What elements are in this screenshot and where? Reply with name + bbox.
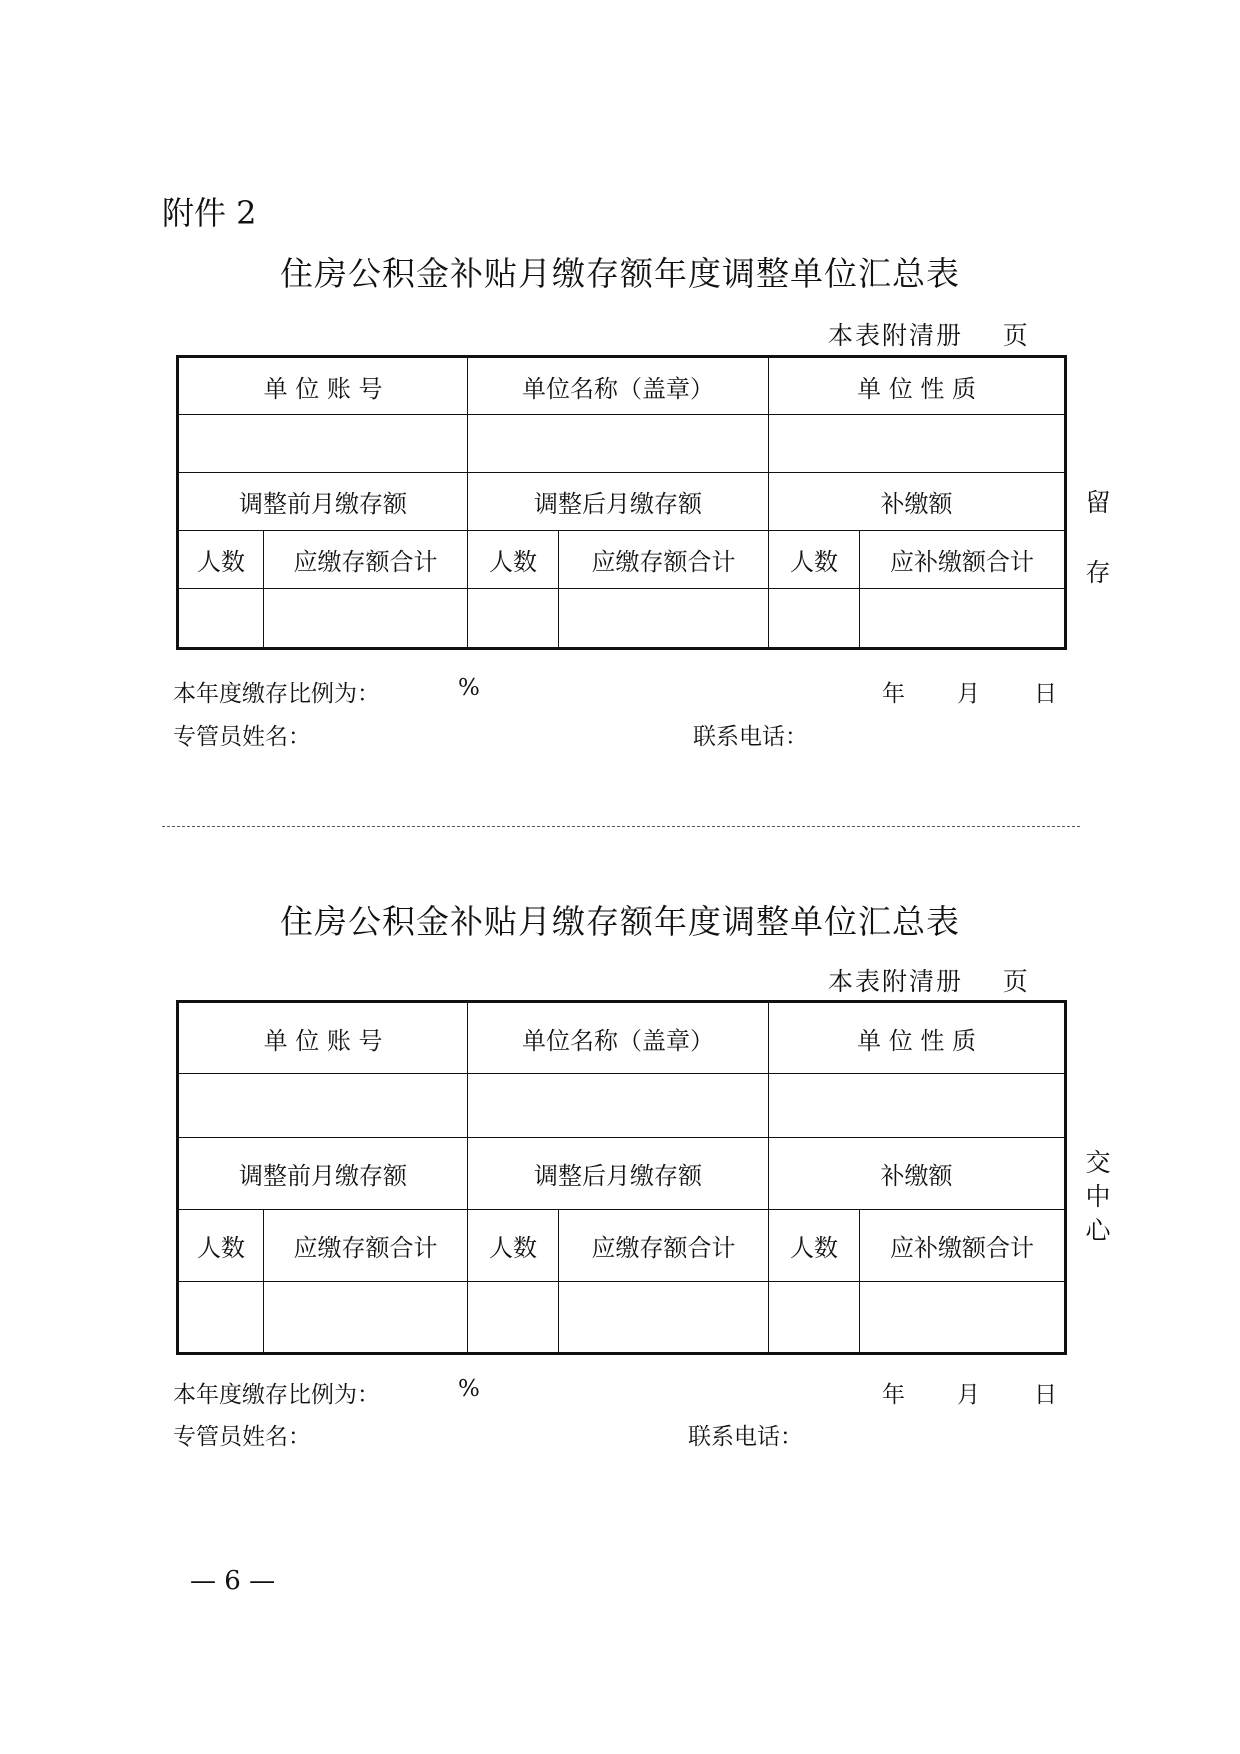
- officer-label: 专管员姓名：: [173, 724, 311, 750]
- group-after: 调整后月缴存额: [468, 1138, 769, 1210]
- sub-header: 人数: [468, 1210, 559, 1282]
- data-cell[interactable]: [769, 589, 860, 649]
- date-day: 日: [1034, 681, 1057, 707]
- form-title: 住房公积金补贴月缴存额年度调整单位汇总表: [280, 254, 960, 293]
- sub-header: 人数: [178, 531, 264, 589]
- unit-type-cell[interactable]: [769, 1074, 1066, 1138]
- side-label: 留 存: [1085, 488, 1111, 587]
- form-title: 住房公积金补贴月缴存额年度调整单位汇总表: [280, 902, 960, 941]
- date-month: 月: [957, 681, 980, 707]
- data-cell[interactable]: [264, 1282, 468, 1354]
- data-cell[interactable]: [559, 1282, 769, 1354]
- header-unit-name: 单位名称（盖章）: [468, 357, 769, 415]
- group-before: 调整前月缴存额: [178, 1138, 468, 1210]
- cut-line: [162, 826, 1080, 827]
- side-label: 交 中 心: [1085, 1148, 1111, 1245]
- sub-header: 应缴存额合计: [264, 1210, 468, 1282]
- sub-header: 人数: [769, 531, 860, 589]
- sub-header: 应补缴额合计: [860, 531, 1066, 589]
- header-unit-name: 单位名称（盖章）: [468, 1002, 769, 1074]
- header-unit-type: 单 位 性 质: [769, 1002, 1066, 1074]
- data-cell[interactable]: [468, 589, 559, 649]
- percent-sign: %: [458, 675, 480, 701]
- group-after: 调整后月缴存额: [468, 473, 769, 531]
- summary-table: [176, 1000, 1067, 1355]
- percent-sign: %: [458, 1376, 480, 1402]
- attachment-label: 附件 2: [162, 194, 257, 232]
- date-year: 年: [882, 681, 905, 707]
- sub-header: 人数: [468, 531, 559, 589]
- ratio-label: 本年度缴存比例为：: [173, 1382, 380, 1408]
- group-supplement: 补缴额: [769, 1138, 1066, 1210]
- summary-table: [176, 355, 1067, 650]
- data-cell[interactable]: [178, 1282, 264, 1354]
- sub-header: 应缴存额合计: [264, 531, 468, 589]
- data-cell[interactable]: [769, 1282, 860, 1354]
- unit-name-cell[interactable]: [468, 1074, 769, 1138]
- phone-label: 联系电话：: [693, 724, 808, 750]
- data-cell[interactable]: [860, 1282, 1066, 1354]
- data-cell[interactable]: [559, 589, 769, 649]
- data-cell[interactable]: [264, 589, 468, 649]
- pages-note: 本表附清册 页: [828, 321, 1030, 350]
- data-cell[interactable]: [178, 589, 264, 649]
- phone-label: 联系电话：: [688, 1424, 803, 1450]
- officer-label: 专管员姓名：: [173, 1424, 311, 1450]
- sub-header: 应缴存额合计: [559, 1210, 769, 1282]
- sub-header: 人数: [769, 1210, 860, 1282]
- data-cell[interactable]: [860, 589, 1066, 649]
- date-day: 日: [1034, 1382, 1057, 1408]
- date-month: 月: [957, 1382, 980, 1408]
- header-unit-account: 单 位 账 号: [178, 357, 468, 415]
- header-unit-type: 单 位 性 质: [769, 357, 1066, 415]
- group-before: 调整前月缴存额: [178, 473, 468, 531]
- unit-account-cell[interactable]: [178, 415, 468, 473]
- unit-type-cell[interactable]: [769, 415, 1066, 473]
- sub-header: 应补缴额合计: [860, 1210, 1066, 1282]
- pages-note: 本表附清册 页: [828, 967, 1030, 996]
- data-cell[interactable]: [468, 1282, 559, 1354]
- sub-header: 应缴存额合计: [559, 531, 769, 589]
- unit-name-cell[interactable]: [468, 415, 769, 473]
- sub-header: 人数: [178, 1210, 264, 1282]
- date-year: 年: [882, 1382, 905, 1408]
- ratio-label: 本年度缴存比例为：: [173, 681, 380, 707]
- page-number: — 6 —: [190, 1566, 276, 1596]
- header-unit-account: 单 位 账 号: [178, 1002, 468, 1074]
- unit-account-cell[interactable]: [178, 1074, 468, 1138]
- group-supplement: 补缴额: [769, 473, 1066, 531]
